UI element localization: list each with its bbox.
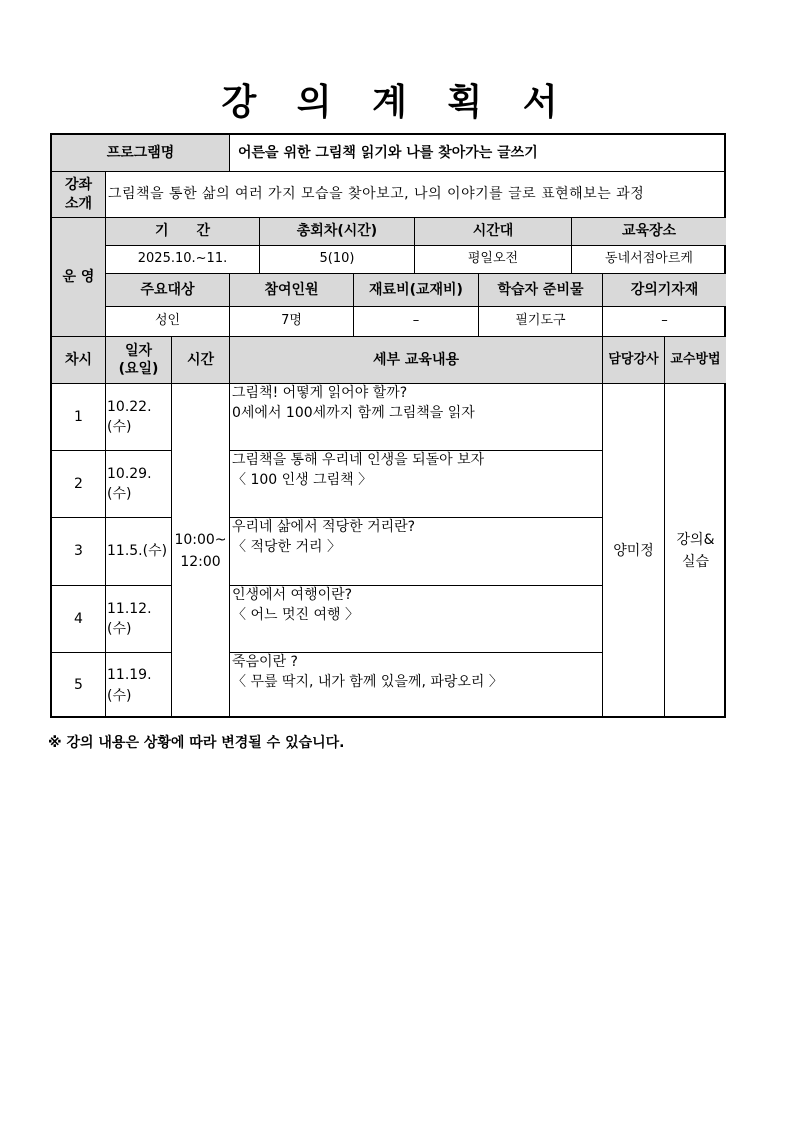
participants-header: 참여인원 xyxy=(230,274,354,307)
method-line: 강의& xyxy=(676,531,715,548)
material-fee-value: – xyxy=(354,307,479,337)
content-line: 〈 적당한 거리 〉 xyxy=(232,538,341,555)
content-line: 그림책을 통해 우리네 인생을 되돌아 보자 xyxy=(232,452,485,468)
period-value: 2025.10.~11. xyxy=(106,246,260,274)
session-date: 10.29.(수) xyxy=(106,451,172,518)
material-fee-header: 재료비(교재비) xyxy=(354,274,479,307)
intro-label xyxy=(52,172,106,218)
instructor-cell: 양미정 xyxy=(603,384,665,718)
time-cell xyxy=(172,384,230,718)
session-number: 4 xyxy=(52,586,106,653)
learner-supplies-value: 필기도구 xyxy=(479,307,603,337)
sessions-header: 총회차(시간) xyxy=(260,218,415,246)
session-content xyxy=(230,586,603,653)
content-line: 인생에서 여행이란? xyxy=(232,587,353,603)
session-date: 11.19.(수) xyxy=(106,653,172,718)
change-notice: ※ 강의 내용은 상황에 따라 변경될 수 있습니다. xyxy=(48,735,345,751)
instructor-header: 담당강사 xyxy=(603,337,665,384)
session-date: 11.5.(수) xyxy=(106,518,172,586)
equipment-value: – xyxy=(603,307,726,337)
learner-supplies-header: 학습자 준비물 xyxy=(479,274,603,307)
session-content xyxy=(230,384,603,451)
session-header: 차시 xyxy=(52,337,106,384)
time-end: 12:00 xyxy=(180,554,221,570)
timeslot-value: 평일오전 xyxy=(415,246,572,274)
target-header: 주요대상 xyxy=(106,274,230,307)
session-content xyxy=(230,518,603,586)
date-header-line: (요일) xyxy=(118,361,159,377)
date-header-line: 일자 xyxy=(124,342,153,359)
session-number: 5 xyxy=(52,653,106,718)
intro-label-line: 소개 xyxy=(64,195,93,212)
sessions-value: 5(10) xyxy=(260,246,415,274)
session-content xyxy=(230,451,603,518)
equipment-header: 강의기자재 xyxy=(603,274,726,307)
target-value: 성인 xyxy=(106,307,230,337)
session-date: 10.22.(수) xyxy=(106,384,172,451)
content-line: 〈 무릎 딱지, 내가 함께 있을께, 파랑오리 〉 xyxy=(232,673,503,690)
operation-label: 운 영 xyxy=(52,218,106,337)
content-header: 세부 교육내용 xyxy=(230,337,603,384)
participants-value: 7명 xyxy=(230,307,354,337)
method-line: 실습 xyxy=(681,554,710,570)
content-line: 그림책! 어떻게 읽어야 할까? xyxy=(232,385,408,401)
content-line: 우리네 삶에서 적당한 거리란? xyxy=(232,519,416,535)
venue-value: 동네서점아르케 xyxy=(572,246,726,274)
document-title: 강 의 계 획 서 xyxy=(221,82,572,123)
time-start: 10:00~ xyxy=(174,531,227,548)
method-header: 교수방법 xyxy=(665,337,726,384)
content-line: 죽음이란 ? xyxy=(232,654,298,670)
session-number: 3 xyxy=(52,518,106,586)
lecture-plan-table xyxy=(50,133,726,718)
session-content xyxy=(230,653,603,718)
intro-label-line: 강좌 xyxy=(64,177,93,194)
intro-text: 그림책을 통한 삶의 여러 가지 모습을 찾아보고, 나의 이야기를 글로 표현해보는 과정 xyxy=(106,172,726,218)
content-line: 0세에서 100세까지 함께 그림책을 읽자 xyxy=(232,404,475,421)
session-number: 2 xyxy=(52,451,106,518)
content-line: 〈 어느 멋진 여행 〉 xyxy=(232,606,359,623)
program-name: 어른을 위한 그림책 읽기와 나를 찾아가는 글쓰기 xyxy=(230,135,726,172)
timeslot-header: 시간대 xyxy=(415,218,572,246)
session-date: 11.12.(수) xyxy=(106,586,172,653)
session-number: 1 xyxy=(52,384,106,451)
time-header: 시간 xyxy=(172,337,230,384)
content-line: 〈 100 인생 그림책 〉 xyxy=(232,471,373,488)
method-cell xyxy=(665,384,726,718)
date-header xyxy=(106,337,172,384)
program-label: 프로그램명 xyxy=(52,135,230,172)
period-header: 기 간 xyxy=(106,218,260,246)
venue-header: 교육장소 xyxy=(572,218,726,246)
